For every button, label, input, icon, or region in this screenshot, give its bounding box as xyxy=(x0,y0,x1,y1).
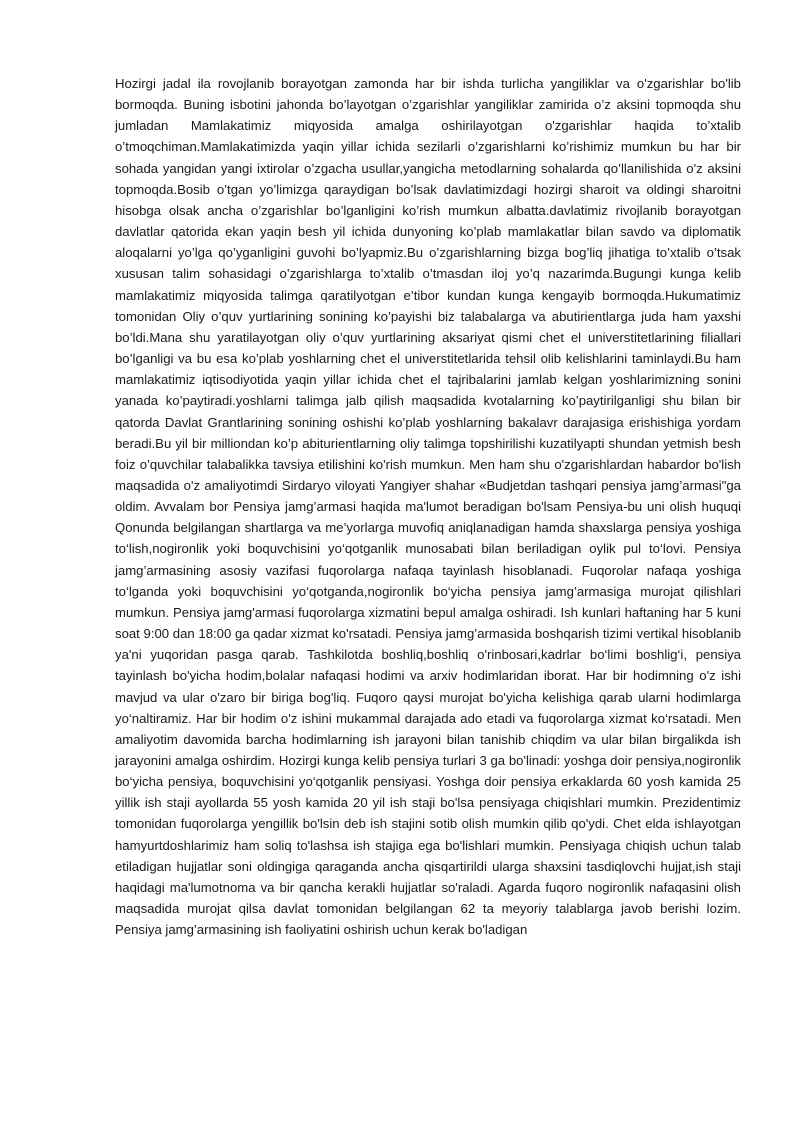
document-page xyxy=(115,73,741,940)
body-paragraph: Hozirgi jadal ila rovojlanib borayotgan zamonda har bir ishda turlicha yangiliklar va o'zgarishlar bo'lib bormoqda. Buning isbotini jahonda bo’layotgan o’zgarishlar yangiliklar zamirida o’z aksini topmoqda shu jumladan Mamlakatimiz miqyosida amalga oshirilayotgan o'zgarishlar haqida to’xtalib o’tmoqchiman.Mamlakatimizda yaqin yillar ichida sezilarli o’zgarishlarni ko’rishimiz mumkun bu har bir sohada yangidan yangi ixtirolar o’zgacha usullar,yangicha metodlarning sohalarda qo’llanilishida o'z aksini topmoqda.Bosib o’tgan yo’limizga qaraydigan bo’lsak davlatimizdagi hozirgi sharoit va oldingi sharoitni hisobga olsak ancha o’zgarishlar bo’lganligini ko’rish mumkun albatta.davlatimiz rivojlanib borayotgan davlatlar qatorida ekan yaqin besh yil ichida dunyoning ko’plab mamlakatlar bilan savdo va diplomatik aloqalarni yo’lga qo’yganligini guvohi bo’lyapmiz.Bu o’zgarishlarning bizga bog’liq jihatiga to’xtalib o’tsak xususan talim sohasidagi o’zgarishlarga to’xtalib o’tmasdan iloj yo’q nazarimda.Bugungi kunga kelib mamlakatimiz miqyosida talimga qaratilyotgan e’tibor kundan kunga kengayib bormoqda.Hukumatimiz tomonidan Oliy o’quv yurtlarining sonining ko’payishi biz talabalarga va abutirientlarga juda ham yaxshi bo’ldi.Mana shu yaratilayotgan oliy o’quv yurtlarining aksariyat qismi chet el universtitetlarining filiallari bo’lganligi va bu esa ko’plab yoshlarning chet el universtitetlarida tehsil olib kelishlarini taminlaydi.Bu ham mamlakatimiz iqtisodiyotida yaqin yillar ichida chet el tajribalarini jamlab kelgan yoshlarimizning sonini yanada ko’paytiradi.yoshlarni talimga jalb qilish maqsadida kvotalarning ko’paytirilganligi shu bilan bir qatorda Davlat Grantlarining sonining oshishi ko’plab yoshlarning bakalavr darajasiga erishishiga yordam beradi.Bu yil bir milliondan ko’p abiturientlarning oliy talimga topshirilishi kuzatilyapti shundan yetmish besh foiz o’quvchilar talabalikka tavsiya etilishini ko'rish mumkun. Men ham shu o'zgarishlardan habardor bo'lish maqsadida o'z amaliyotimdi Sirdaryo viloyati Yangiyer shahar «Budjetdan tashqari pensiya jamg’armasi"ga oldim. Avvalam bor Pensiya jamg’armasi haqida ma'lumot beradigan bo'lsam Pensiya-bu uni olish huquqi Qonunda belgilangan shartlarga va me’yorlarga muvofiq aniqlanadigan hamda shaxslarga pensiya yoshiga to‘lish,nogironlik yoki boquvchisini yo‘qotganlik munosabati bilan beriladigan oylik pul to‘lovi. Pensiya jamg’armasining asosiy vazifasi fuqorolarga nafaqa tayinlash hisoblanadi. Fuqorolar nafaqa yoshiga to‘lganda yoki boquvchisini yo‘qotganda,nogironlik bo‘yicha pensiya jamg’armasiga murojat qilishlari mumkun. Pensiya jamg'armasi fuqorolarga xizmatini bepul amalga oshiradi. Ish kunlari haftaning har 5 kuni soat 9:00 dan 18:00 ga qadar xizmat ko'rsatadi. Pensiya jamg’armasida boshqarish tizimi vertikal hisoblanib ya'ni yuqoridan pasga qarab. Tashkilotda boshliq,boshliq o'rinbosari,kadrlar bo‘limi boshlig‘i, pensiya tayinlash bo'yicha hodim,bolalar nafaqasi hodimi va arxiv hodimlaridan iborat. Har bir hodimning o'z ishi mavjud va ular o'zaro bir biriga bog'liq. Fuqoro qaysi murojat bo'yicha kelishiga qarab ularni hodimlarga yo‘naltiramiz. Har bir hodim o'z ishini mukammal darajada ado etadi va fuqorolarga xizmat ko‘rsatadi. Men amaliyotim davomida barcha hodimlarning ish jarayoni bilan tanishib chiqdim va ular bilan birgalikda ish jarayonini amalga oshirdim. Hozirgi kunga kelib pensiya turlari 3 ga bo'linadi: yoshga doir pensiya,nogironlik bo‘yicha pensiya, boquvchisini yo‘qotganlik pensiyasi. Yoshga doir pensiya erkaklarda 60 yosh kamida 25 yillik ish staji ayollarda 55 yosh kamida 20 yil ish staji bo'lsa pensiyaga chiqishlari mumkin. Prezidentimiz tomonidan fuqorolarga yengillik bo'lsin deb ish stajini sotib olish mumkin qilib qo'ydi. Chet elda ishlayotgan hamyurtdoshlarimiz ham soliq to'lashsa ish stajiga ega bo'lishlari mumkin. Pensiyaga chiqish uchun talab etiladigan hujjatlar soni oldingiga qaraganda ancha qisqartirildi ularga shaxsini tasdiqlovchi hujjat,ish staji haqidagi ma'lumotnoma va bir qancha kerakli hujjatlar so'raladi. Agarda fuqoro nogironlik nafaqasini olish maqsadida murojat qilsa davlat tomonidan belgilangan 62 ta meyoriy talablarga javob berishi lozim. Pensiya jamg’armasining ish faoliyatini oshirish uchun kerak bo'ladigan xyxy=(115,76,741,938)
